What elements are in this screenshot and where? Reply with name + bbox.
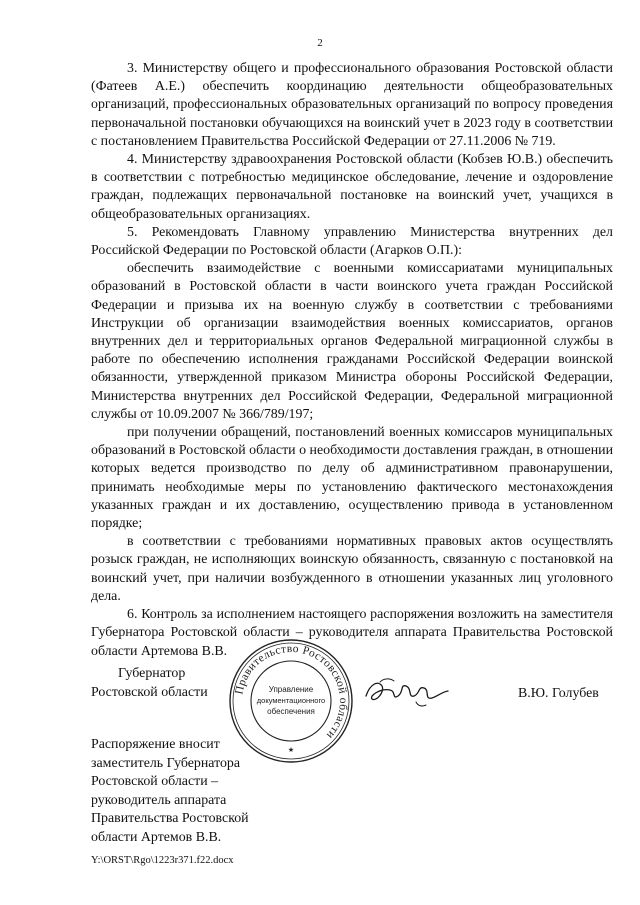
submitter-line: Ростовской области – xyxy=(91,774,219,790)
seal-inner-line1: Управление xyxy=(268,685,314,694)
seal-star-icon: ★ xyxy=(287,746,295,754)
submitter-line: Распоряжение вносит xyxy=(91,737,220,752)
paragraph-item-3: 3. Министерству общего и профессионального образования Ростовской области (Фатеев А.Е.) обеспечить координацию деятельности общеобразовательных организаций, профессиональных образовательных организаций по вопросу проведения первоначальной постановки обучающихся на воинский учет в 2023 году в соответствии с постановлением Правительства Российской Федерации от 27.11.2006 № 719. xyxy=(91,61,613,149)
paragraph-search-clause: в соответствии с требованиями нормативных правовых актов осуществлять розыск граждан, не исполняющих воинскую обязанность, связанную с постановкой на воинский учет, при наличии возбужденного в отношении указанных лиц уголовного дела. xyxy=(91,534,613,604)
signatory-title-line1: Губернатор xyxy=(118,666,186,681)
paragraph-delivery-clause: при получении обращений, постановлений военных комиссаров муниципальных образований в Ростовской области о необходимости доставления граждан, в отношении которых ведется производство по делу об административном правонарушении, принимать необходимые меры по установлению фактического местонахождения указанных граждан и их доставлению, осуществлению привода в установленном порядке; xyxy=(91,425,613,532)
paragraph-item-5: 5. Рекомендовать Главному управлению Министерства внутренних дел Российской Федерации по Ростовской области (Агарков О.П.): xyxy=(91,224,613,259)
file-path-footer: Y:\ORST\Rgo\1223r371.f22.docx xyxy=(91,855,234,866)
paragraph-item-4: 4. Министерству здравоохранения Ростовской области (Кобзев Ю.В.) обеспечить в соответствии с потребностью медицинское обследование, лечение и оздоровление граждан, подлежащих первоначальной постановке на воинский учет, учащихся в общеобразовательных организациях. xyxy=(91,152,613,222)
handwritten-signature xyxy=(360,672,452,712)
paragraph-item-6: 6. Контроль за исполнением настоящего распоряжения возложить на заместителя Губернатора Ростовской области – руководителя аппарата Правительства Ростовской области Артемова В.В. xyxy=(91,607,613,659)
submitter-line: заместитель Губернатора xyxy=(91,755,241,771)
submitter-line: Правительства Ростовской xyxy=(91,811,249,827)
submitter-line: области Артемов В.В. xyxy=(91,829,222,845)
seal-inner-line2: документационного xyxy=(256,696,326,705)
submitter-note xyxy=(91,736,261,848)
document-body xyxy=(91,60,613,661)
submitter-line: руководитель аппарата xyxy=(91,792,227,808)
signatory-title-line2: Ростовской области xyxy=(91,685,208,700)
signatory-title xyxy=(91,664,208,702)
seal-outer-text: Правительство Ростовской области xyxy=(233,642,350,742)
paragraph-interaction-clause: обеспечить взаимодействие с военными комиссариатами муниципальных образований в Ростовской области в части воинского учета граждан Российской Федерации и призыва их на военную службу в соответствии с требованиями Инструкции об организации взаимодействия военных комиссариатов, органов внутренних дел и территориальных органов Федеральной миграционной службы в работе по обеспечению исполнения гражданами Российской Федерации воинской обязанности, утвержденной приказом Министра обороны Российской Федерации, Министерства внутренних дел Российской Федерации, Федеральной миграционной службы от 10.09.2007 № 366/789/197; xyxy=(91,261,613,422)
seal-inner-line3: обеспечения xyxy=(267,707,315,716)
page-number: 2 xyxy=(317,37,323,49)
signatory-name: В.Ю. Голубев xyxy=(518,686,599,701)
